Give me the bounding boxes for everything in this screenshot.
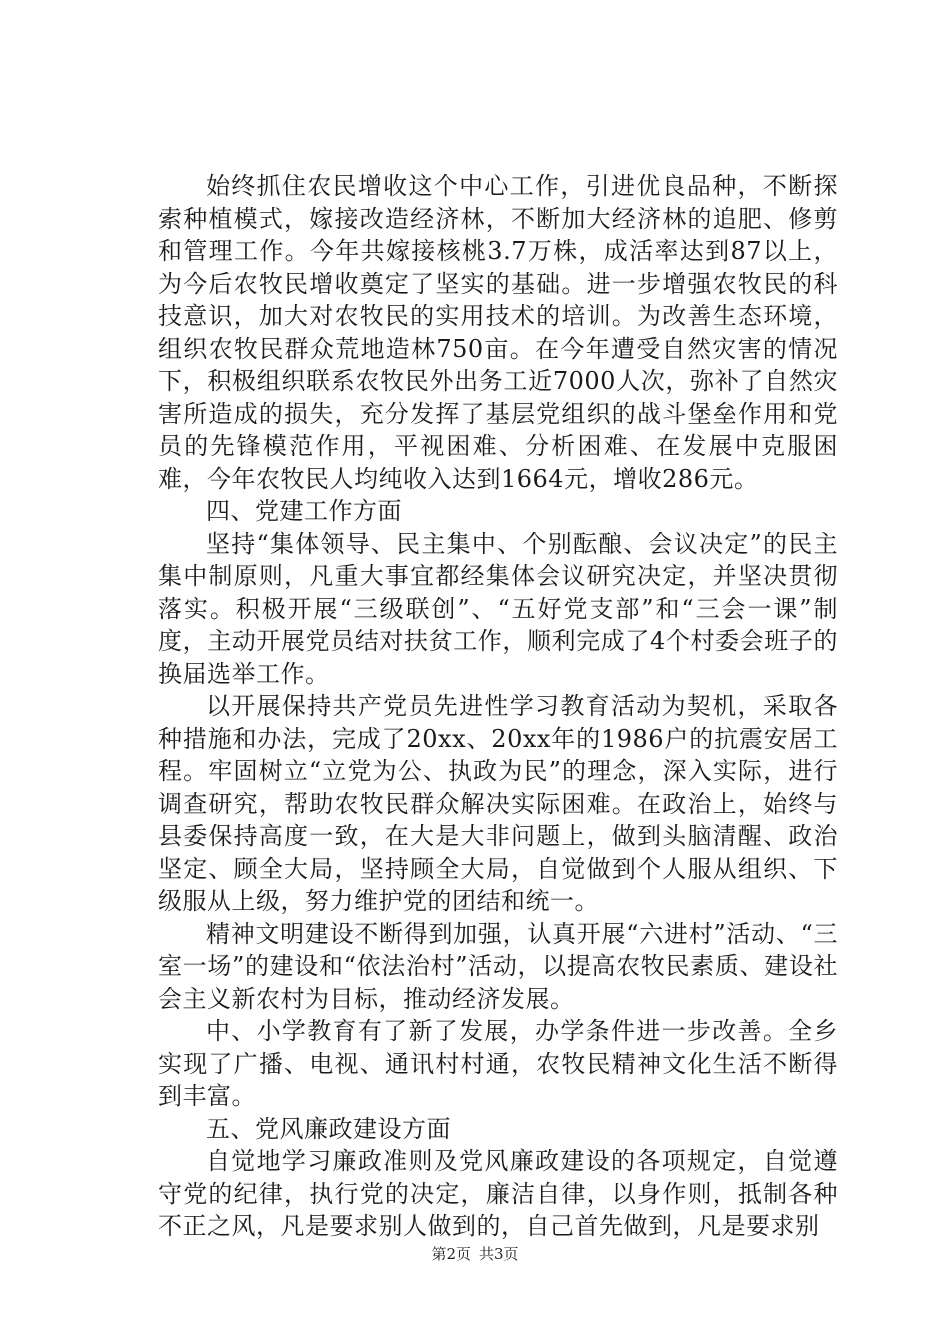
section-heading: 五、党风廉政建设方面: [206, 1114, 451, 1143]
paragraph: 始终抓住农民增收这个中心工作，引进优良品种，不断探索种植模式，嫁接改造经济林，不断加大经济林的追肥、修剪和管理工作。今年共嫁接核桃3.7万株，成活率达到87以上，为今后农牧民增收奠定了坚实的基础。进一步增强农牧民的科技意识，加大对农牧民的实用技术的培训。为改善生态环境，组织农牧民群众荒地造林750亩。在今年遭受自然灾害的情况下，积极组织联系农牧民外出务工近7000人次，弥补了自然灾害所造成的损失，充分发挥了基层党组织的战斗堡垒作用和党员的先锋模范作用，平视困难、分析困难、在发展中克服困难，今年农牧民人均纯收入达到1664元，增收286元。: [158, 172, 838, 493]
paragraph: 坚持“集体领导、民主集中、个别酝酿、会议决定”的民主集中制原则，凡重大事宜都经集体会议研究决定，并坚决贯彻落实。积极开展“三级联创”、“五好党支部”和“三会一课”制度，主动开展党员结对扶贫工作，顺利完成了4个村委会班子的换届选举工作。: [158, 529, 838, 688]
document-body: [158, 170, 838, 1243]
page-number: 第2页: [431, 1245, 471, 1263]
page-total: 共3页: [479, 1245, 519, 1263]
paragraph: 以开展保持共产党员先进性学习教育活动为契机，采取各种措施和办法，完成了20xx、20xx年的1986户的抗震安居工程。牢固树立“立党为公、执政为民”的理念，深入实际，进行调查研究，帮助农牧民群众解决实际困难。在政治上，始终与县委保持高度一致，在大是大非问题上，做到头脑清醒、政治坚定、顾全大局，坚持顾全大局，自觉做到个人服从组织、下级服从上级，努力维护党的团结和统一。: [158, 692, 838, 915]
paragraph: 中、小学教育有了新了发展，办学条件进一步改善。全乡实现了广播、电视、通讯村村通，农牧民精神文化生活不断得到丰富。: [158, 1017, 838, 1110]
paragraph: 自觉地学习廉政准则及党风廉政建设的各项规定，自觉遵守党的纪律，执行党的决定，廉洁自律，以身作则，抵制各种不正之风，凡是要求别人做到的，自己首先做到，凡是要求别: [158, 1147, 838, 1240]
page-footer: [0, 1243, 950, 1264]
section-heading: 四、党建工作方面: [206, 497, 402, 525]
paragraph: 精神文明建设不断得到加强，认真开展“六进村”活动、“三室一场”的建设和“依法治村”活动，以提高农牧民素质、建设社会主义新农村为目标，推动经济发展。: [158, 919, 838, 1013]
